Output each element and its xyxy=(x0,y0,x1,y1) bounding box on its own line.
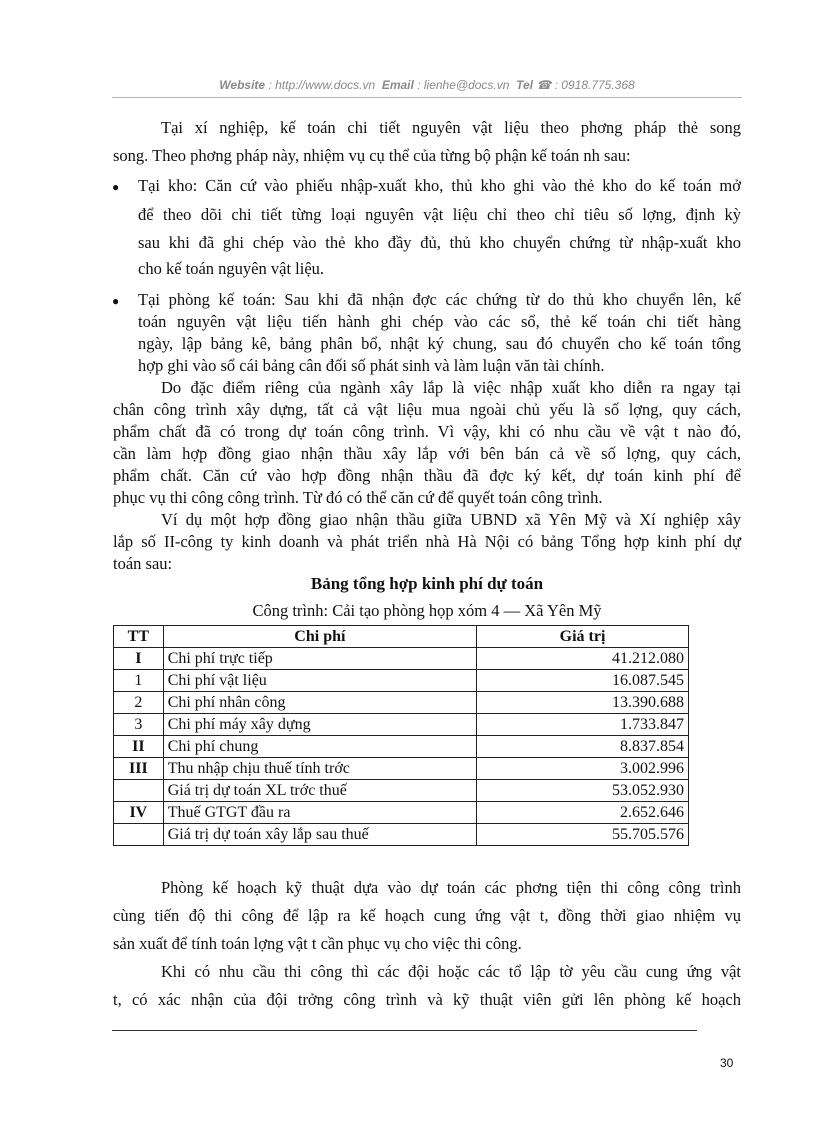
table-title: Bảng tổng hợp kinh phí dự toán xyxy=(310,574,544,593)
row-name: Chi phí máy xây dựng xyxy=(163,714,476,736)
table-row xyxy=(114,714,689,736)
row-tt: II xyxy=(114,736,164,758)
page-number: 30 xyxy=(720,1056,734,1070)
bullet-icon: ● xyxy=(112,180,120,194)
row-tt: I xyxy=(114,648,164,670)
budget-table xyxy=(113,625,689,846)
row-tt: 2 xyxy=(114,692,164,714)
table-row xyxy=(114,670,689,692)
row-tt: III xyxy=(114,758,164,780)
table-row xyxy=(114,758,689,780)
footer-divider xyxy=(112,1030,697,1031)
paragraph-4-line-2: cùng tiến độ thi công để lập ra kế hoạch cung ứng vật t, đồng thời giao nhiệm vụ xyxy=(113,906,741,925)
row-tt: 3 xyxy=(114,714,164,736)
bullet-icon: ● xyxy=(112,294,120,308)
header-name: Chi phí xyxy=(163,626,476,648)
paragraph-5-line-2: t, có xác nhận của đội trởng công trình và kỹ thuật viên gửi lên phòng kế hoạch xyxy=(113,990,741,1009)
email-label: Email xyxy=(381,78,414,92)
bullet-2-line-1: Tại phòng kế toán: Sau khi đã nhận đợc các chứng từ do thủ kho chuyển lên, kế xyxy=(138,290,741,309)
row-name: Chi phí chung xyxy=(163,736,476,758)
bullet-1-line-3: sau khi đã ghi chép vào thẻ kho đầy đủ, thủ kho chuyển chứng từ nhập-xuất kho xyxy=(138,233,741,252)
paragraph-2-line-4: cần làm hợp đồng giao nhận thầu xây lắp với bên bán cả về số lợng, quy cách, xyxy=(113,444,741,463)
row-name: Chi phí vật liệu xyxy=(163,670,476,692)
email-value[interactable]: : lienhe@docs.vn xyxy=(417,78,510,92)
paragraph-5-line-1: Khi có nhu cầu thi công thì các đội hoặc các tổ lập tờ yêu cầu cung ứng vật xyxy=(161,962,741,981)
row-value: 16.087.545 xyxy=(477,670,689,692)
row-value: 3.002.996 xyxy=(477,758,689,780)
row-value: 41.212.080 xyxy=(477,648,689,670)
paragraph-2-line-2: chân công trình xây dựng, tất cả vật liệu mua ngoài chủ yếu là số lợng, quy cách, xyxy=(113,400,741,419)
paragraph-4-line-3: sản xuất để tính toán lợng vật t cần phục vụ cho việc thi công. xyxy=(113,934,522,953)
paragraph-2-line-1: Do đặc điểm riêng của ngành xây lắp là việc nhập xuất kho diễn ra ngay tại xyxy=(161,378,741,397)
tel-label: Tel xyxy=(516,78,533,92)
table-row xyxy=(114,648,689,670)
row-value: 8.837.854 xyxy=(477,736,689,758)
row-name: Thuế GTGT đầu ra xyxy=(163,802,476,824)
bullet-2-line-3: ngày, lập bảng kê, bảng phân bổ, nhật ký chung, sau đó chuyển cho kế toán tổng xyxy=(138,334,741,353)
bullet-2-line-2: toán nguyên vật liệu tiến hành ghi chép vào các sổ, thẻ kế toán chi tiết hàng xyxy=(138,312,741,331)
bullet-1-line-4: cho kế toán nguyên vật liệu. xyxy=(138,259,325,278)
table-header-row xyxy=(114,626,689,648)
paragraph-2-line-6: phục vụ thi công công trình. Từ đó có thể căn cứ để quyết toán công trình. xyxy=(113,488,603,507)
website-value[interactable]: : http://www.docs.vn xyxy=(268,78,376,92)
header-divider xyxy=(112,97,742,98)
page-header xyxy=(112,78,742,92)
row-name: Thu nhập chịu thuế tính trớc xyxy=(163,758,476,780)
bullet-2-line-4: hợp ghi vào sổ cái bảng cân đối số phát sinh và làm luận văn tài chính. xyxy=(138,356,605,375)
row-tt xyxy=(114,824,164,846)
row-value: 2.652.646 xyxy=(477,802,689,824)
table-row xyxy=(114,692,689,714)
paragraph-4-line-1: Phòng kế hoạch kỹ thuật dựa vào dự toán các phơng tiện thi công công trình xyxy=(161,878,741,897)
website-label: Website xyxy=(219,78,266,92)
row-name: Chi phí nhân công xyxy=(163,692,476,714)
row-name: Giá trị dự toán xây lắp sau thuế xyxy=(163,824,476,846)
bullet-1-line-2: để theo dõi chi tiết từng loại nguyên vật liệu chỉ theo chỉ tiêu số lợng, định kỳ xyxy=(138,205,741,224)
table-subtitle: Công trình: Cải tạo phòng họp xóm 4 — Xã Yên Mỹ xyxy=(252,601,602,620)
row-tt xyxy=(114,780,164,802)
paragraph-1-line-2: song. Theo phơng pháp này, nhiệm vụ cụ thể của từng bộ phận kế toán nh sau: xyxy=(113,146,631,165)
row-value: 53.052.930 xyxy=(477,780,689,802)
table-row xyxy=(114,824,689,846)
paragraph-3-line-1: Ví dụ một hợp đồng giao nhận thầu giữa UBND xã Yên Mỹ và Xí nghiệp xây xyxy=(161,510,741,529)
row-name: Giá trị dự toán XL trớc thuế xyxy=(163,780,476,802)
bullet-1-line-1: Tại kho: Căn cứ vào phiếu nhập-xuất kho, thủ kho ghi vào thẻ kho do kế toán mở xyxy=(138,176,741,195)
header-tt: TT xyxy=(114,626,164,648)
paragraph-2-line-5: phẩm chất. Căn cứ vào hợp đồng nhận thầu đã đợc ký kết, dự toán kinh phí để xyxy=(113,466,741,485)
paragraph-2-line-3: phẩm chất đã có trong dự toán công trình. Vì vậy, khi có nhu cầu về vật t nào đó, xyxy=(113,422,741,441)
row-value: 13.390.688 xyxy=(477,692,689,714)
row-name: Chi phí trực tiếp xyxy=(163,648,476,670)
header-value: Giá trị xyxy=(477,626,689,648)
row-tt: IV xyxy=(114,802,164,824)
paragraph-1-line-1: Tại xí nghiệp, kế toán chi tiết nguyên vật liệu theo phơng pháp thẻ song xyxy=(161,118,741,137)
paragraph-3-line-3: toán sau: xyxy=(113,554,173,573)
row-value: 55.705.576 xyxy=(477,824,689,846)
paragraph-3-line-2: lắp số II-công ty kinh doanh và phát triển nhà Hà Nội có bảng Tổng hợp kinh phí dự xyxy=(113,532,741,551)
table-row xyxy=(114,736,689,758)
row-tt: 1 xyxy=(114,670,164,692)
table-row xyxy=(114,780,689,802)
row-value: 1.733.847 xyxy=(477,714,689,736)
tel-value: ☎ : 0918.775.368 xyxy=(536,78,635,92)
table-row xyxy=(114,802,689,824)
